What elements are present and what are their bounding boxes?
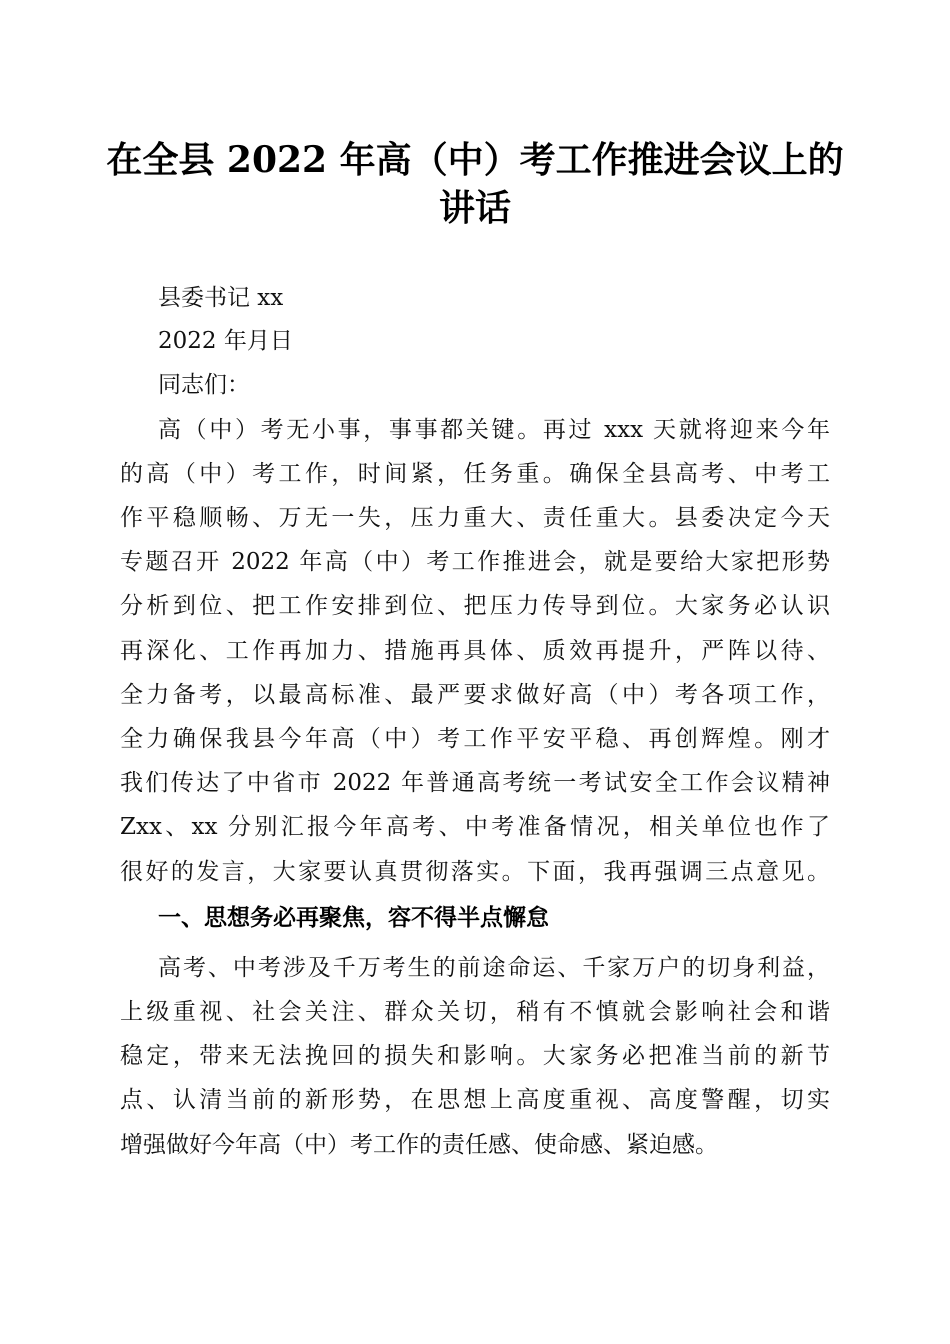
salutation-line: 同志们： [158, 372, 250, 398]
paragraph-1-line: 全力备考，以最高标准、最严要求做好高（中）考各项工作， [120, 682, 830, 708]
paragraph-1-line: 的高（中）考工作，时间紧，任务重。确保全县高考、中考工 [120, 461, 830, 487]
paragraph-1-line: 专题召开 2022 年高（中）考工作推进会，就是要给大家把形势 [120, 549, 830, 575]
document-title-line-1: 在全县 2022 年高（中）考工作推进会议上的 [106, 139, 844, 181]
section-1-heading: 一、思想务必再聚焦，容不得半点懈怠 [158, 905, 549, 931]
document-title-line-2: 讲话 [438, 187, 511, 229]
date-line: 2022 年月日 [158, 328, 293, 354]
paragraph-1-line: Zxx、xx 分别汇报今年高考、中考准备情况，相关单位也作了 [120, 814, 830, 840]
paragraph-1-line: 我们传达了中省市 2022 年普通高考统一考试安全工作会议精神 [120, 770, 830, 796]
paragraph-2-line: 增强做好今年高（中）考工作的责任感、使命感、紧迫感。 [120, 1132, 718, 1158]
paragraph-2-line: 稳定，带来无法挽回的损失和影响。大家务必把准当前的新节 [120, 1043, 830, 1069]
paragraph-2-line: 高考、中考涉及千万考生的前途命运、千家万户的切身利益， [158, 955, 830, 981]
paragraph-1-line: 很好的发言，大家要认真贯彻落实。下面，我再强调三点意见。 [120, 859, 830, 885]
paragraph-1-line: 作平稳顺畅、万无一失，压力重大、责任重大。县委决定今天 [120, 505, 830, 531]
author-line: 县委书记 xx [158, 285, 284, 311]
paragraph-2-line: 上级重视、社会关注、群众关切，稍有不慎就会影响社会和谐 [120, 999, 830, 1025]
paragraph-2-line: 点、认清当前的新形势，在思想上高度重视、高度警醒，切实 [120, 1087, 830, 1113]
paragraph-1-line: 再深化、工作再加力、措施再具体、质效再提升，严阵以待、 [120, 638, 830, 664]
paragraph-1-line: 全力确保我县今年高（中）考工作平安平稳、再创辉煌。刚才 [120, 726, 830, 752]
paragraph-1-line: 高（中）考无小事，事事都关键。再过 xxx 天就将迎来今年 [158, 417, 830, 443]
paragraph-1-line: 分析到位、把工作安排到位、把压力传导到位。大家务必认识 [120, 593, 830, 619]
